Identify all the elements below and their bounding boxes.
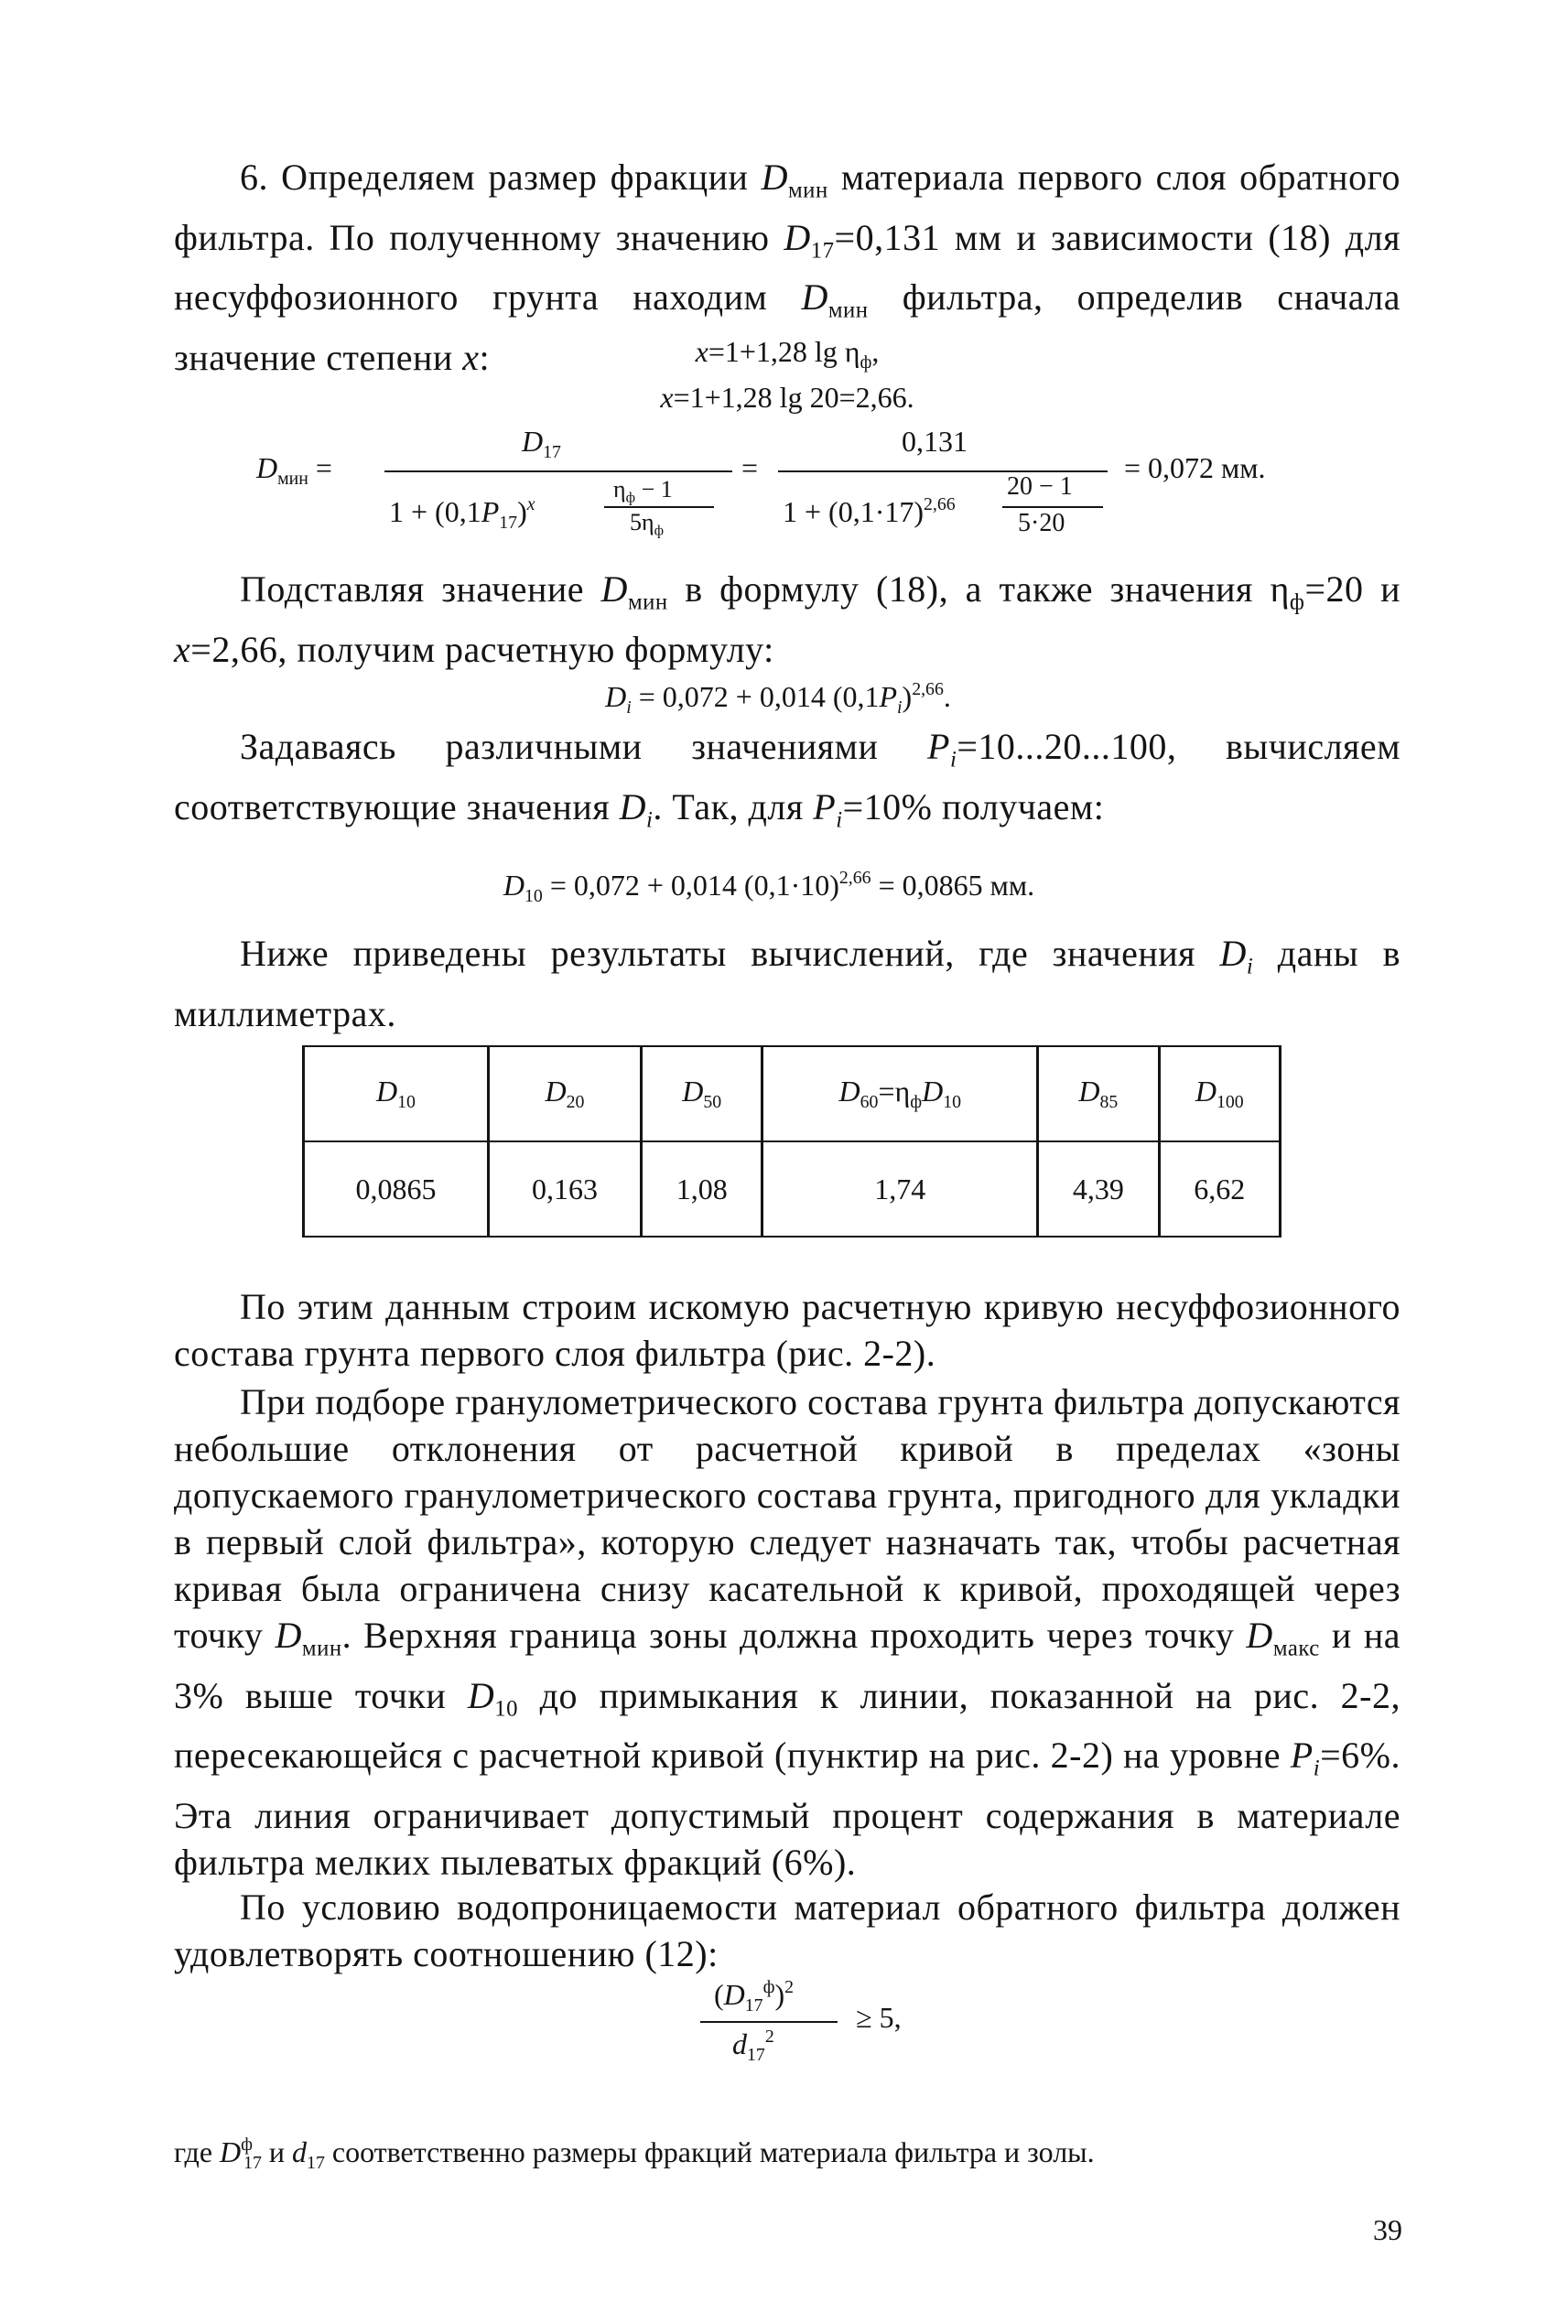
dmin-den1-num: $\eta_ф - 1$	[613, 476, 673, 506]
dmin-den1-den: $5\eta_ф$	[630, 509, 665, 539]
table-cell: 4,39	[1038, 1141, 1159, 1237]
paragraph-3: Задаваясь различными значениями $P_i=10...20...100$, вычисляем соответствующие значения $D_i$. Так, для $P_i=10\%$ получаем:	[174, 726, 1400, 833]
page-number: 39	[1373, 2213, 1402, 2246]
formula-x-general: x=1+1,28 $\lg \eta_ф$,	[695, 335, 880, 373]
formula-x-value: x=1+1,28 lg 20=2,66.	[660, 381, 914, 414]
ratio-fracline	[700, 2021, 838, 2023]
dmin-num1: $D_{17}$	[522, 425, 561, 462]
dmin-den2: $1 + (0,1\cdot 17)^{2,66}$	[783, 494, 956, 528]
dmin-den2-num: 20 − 1	[1007, 472, 1073, 501]
table-header-cell: $D_{100}$	[1159, 1046, 1280, 1141]
dmin-den1-subline	[604, 506, 714, 508]
ratio-rhs: ≥ 5,	[856, 2001, 902, 2034]
table-row	[304, 1141, 1281, 1237]
formula-d10: $D_{10} = 0,072 + 0,014$ $(0,1\cdot 10)^{2,66} = 0,0865$ мм.	[503, 868, 1035, 906]
table-header-cell: $D_{85}$	[1038, 1046, 1159, 1141]
paragraph-7	[174, 1884, 1400, 1977]
paragraph-5	[174, 1283, 1400, 1377]
formula-di: $D_i = 0,072 + 0,014$ $(0,1P_i)^{2,66}$.	[605, 679, 951, 718]
table-header-cell: $D_{50}$	[642, 1046, 762, 1141]
table-header-row	[304, 1046, 1281, 1141]
dmin-eq: =	[741, 451, 759, 484]
table-cell: 0,163	[488, 1141, 641, 1237]
dmin-den2-den: 5·20	[1018, 509, 1065, 537]
dmin-result: = 0,072 мм.	[1124, 451, 1266, 484]
table-cell: 0,0865	[304, 1141, 489, 1237]
dmin-fracline1	[384, 470, 732, 472]
table-cell: 6,62	[1159, 1141, 1280, 1237]
dmin-den2-subline	[1002, 506, 1103, 508]
paragraph-6: При подборе гранулометрического состава грунта фильтра допускаются небольшие отклонения от расчетной кривой в пределах «зоны допускаемого гранулометрического состава грунта, пригодного для укладки в первый слой фильтра», которую следует назначать так, чтобы расчетная кривая была ограничена снизу касательной к кривой, проходящей через точку $D_{мин}$. Верхняя граница зоны должна проходить через точку $D_{макс}$ и на 3% выше точки $D_{10}$ до примыкания к линии, показанной на рис. 2-2, пересекающейся с расчетной кривой (пунктир на рис. 2-2) на уровне $P_i=6\%$. Эта линия ограничивает допустимый процент содержания в материале фильтра мелких пылеватых фракций (6%).	[174, 1381, 1400, 1884]
dmin-den1: $1 + (0,1P_{17})^x$	[389, 494, 535, 533]
table-header-cell: $D_{10}$	[304, 1046, 489, 1141]
paragraph-4: Ниже приведены результаты вычислений, где значения $D_i$ даны в миллиметрах.	[174, 933, 1400, 1034]
dmin-lhs: $D_{мин}$ =	[256, 451, 332, 489]
ratio-den: $d_{17}^2$	[732, 2027, 774, 2065]
table-cell: 1,74	[762, 1141, 1038, 1237]
table-header-cell: $D_{60}=\eta_фD_{10}$	[762, 1046, 1038, 1141]
paragraph-7-text: По условию водопроницаемости материал обратного фильтра должен удовлетворять соотношению (12):	[174, 1886, 1400, 1974]
footnote: где $D^ф_{17}$ и $d_{17}$ соответственно размеры фракций материала фильтра и золы.	[174, 2135, 1095, 2173]
dmin-num2: 0,131	[902, 425, 968, 458]
paragraph-2: Подставляя значение $D_{мин}$ в формулу (18), а также значения $\eta_ф=20$ и x=2,66, получим расчетную формулу:	[174, 568, 1400, 670]
table-header-cell: $D_{20}$	[488, 1046, 641, 1141]
paragraph-5-text: По этим данным строим искомую расчетную кривую несуффозионного состава грунта первого слоя фильтра (рис. 2-2).	[174, 1286, 1400, 1374]
table-cell: 1,08	[642, 1141, 762, 1237]
paragraph-1: 6. Определяем размер фракции $D_{мин}$ материала первого слоя обратного фильтра. По полученному значению $D_{17}=0,131$ мм и зависимости (18) для несуффозионного грунта находим $D_{мин}$ фильтра, определив сначала значение степени x:	[174, 157, 1401, 379]
results-table	[302, 1045, 1281, 1238]
ratio-num: $(D_{17}^ф)^2$	[714, 1977, 795, 2016]
